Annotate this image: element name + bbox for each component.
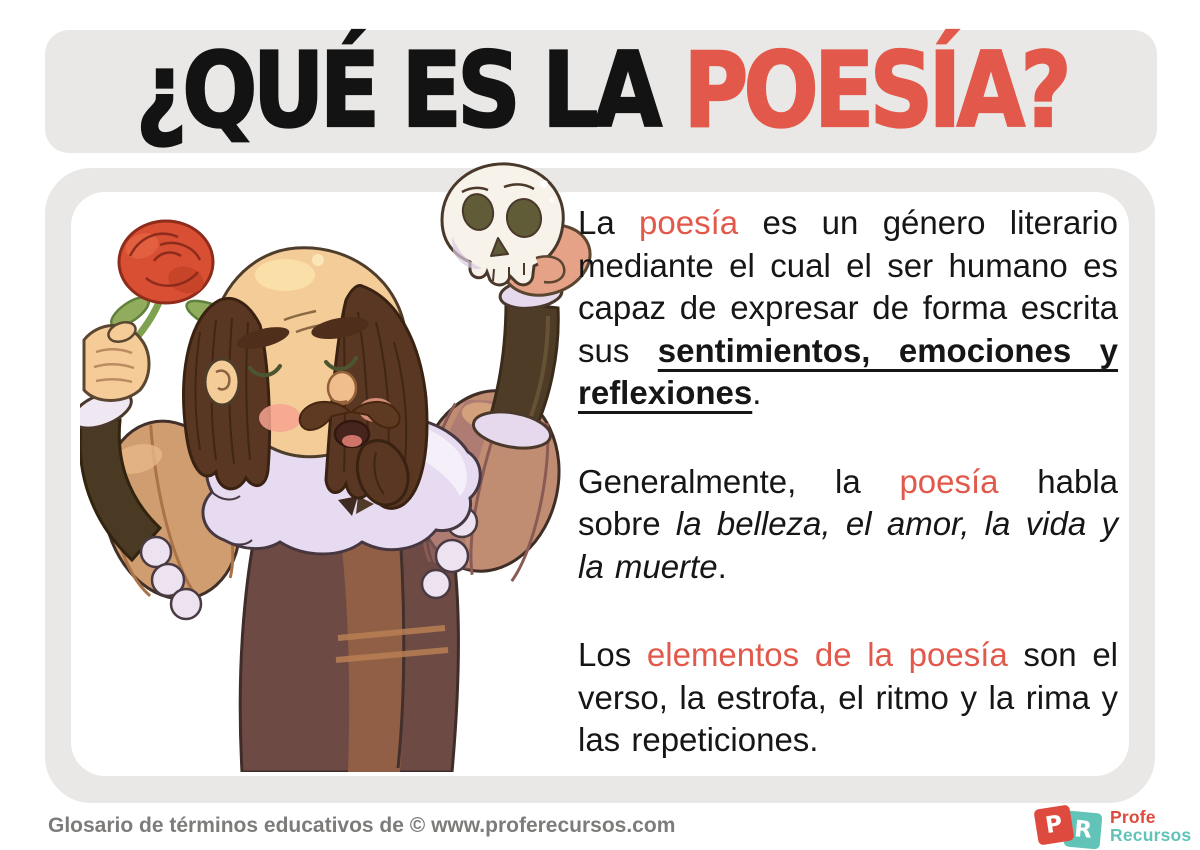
- logo-word-profe: Profe: [1110, 807, 1156, 827]
- logo-word-recursos: Recursos: [1110, 825, 1192, 845]
- logo-p-letter: P: [1043, 810, 1065, 840]
- shakespeare-illustration: [80, 160, 610, 772]
- text-segment-normal: habla sobre: [578, 462, 1119, 542]
- title-banner: [45, 30, 1157, 153]
- content-frame: [45, 168, 1155, 803]
- text-column: [578, 202, 1118, 762]
- page-title: [135, 31, 1067, 151]
- paragraph: [578, 634, 1118, 762]
- text-segment-normal: Generalmente, la: [578, 462, 900, 500]
- logo-wordmark: [1110, 808, 1191, 844]
- text-segment-accent: poesía: [639, 204, 739, 241]
- title-black-part: ¿QUÉ ES LA: [135, 31, 684, 151]
- footer: [0, 803, 1200, 848]
- rose-icon: [119, 221, 213, 303]
- text-segment-normal: son el verso, la estrofa, el ritmo y la rima y las repeticiones.: [578, 636, 1118, 758]
- text-segment-accent: elementos de la poesía: [646, 636, 1008, 673]
- skull-icon: [442, 164, 564, 285]
- title-red-part: POESÍA?: [683, 31, 1067, 151]
- text-segment-normal: Los: [578, 636, 647, 673]
- text-segment-bold-underline: sentimientos, emociones y reflexiones: [578, 331, 1118, 411]
- text-segment-accent: poesía: [899, 462, 999, 500]
- credit-text: Glosario de términos educativos de © www.proferecursos.com: [48, 814, 676, 837]
- ear: [205, 359, 239, 405]
- logo-r-letter: R: [1073, 816, 1093, 844]
- text-segment-normal: La: [578, 204, 640, 241]
- text-segment-italic: la belleza, el amor, la vida y la muerte: [578, 505, 1119, 585]
- paragraph: [578, 202, 1118, 415]
- proferecursos-logo: [1036, 805, 1191, 847]
- text-segment-normal: es un género literario mediante el cual el ser humano es capaz de expresar de forma escrita sus: [578, 204, 1118, 369]
- text-segment-normal: .: [717, 547, 727, 585]
- logo-p-badge: [1033, 804, 1074, 845]
- text-segment-normal: .: [752, 374, 762, 411]
- paragraph: [578, 461, 1118, 589]
